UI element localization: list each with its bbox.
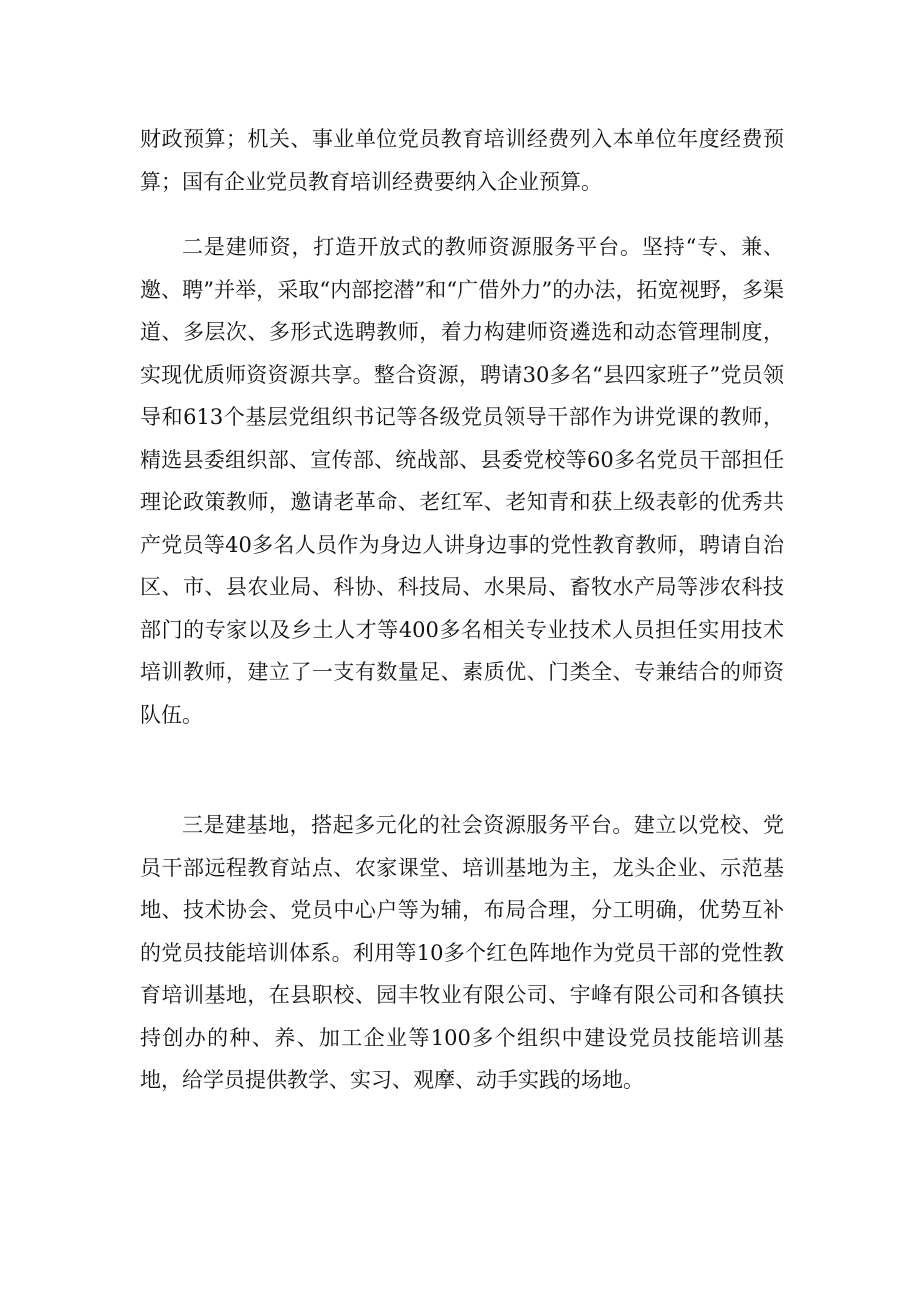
paragraph-budget-continuation: 财政预算；机关、事业单位党员教育培训经费列入本单位年度经费预算；国有企业党员教育培训经费要纳入企业预算。 [140,127,784,194]
paragraph-teacher-resources: 二是建师资，打造开放式的教师资源服务平台。坚持“专、兼、邀、聘”并举，采取“内部挖潜”和“广借外力”的办法，拓宽视野，多渠道、多层次、多形式选聘教师，着力构建师资遴选和动态管理制度，实现优质师资资源共享。整合资源，聘请30多名“县四家班子”党员领导和613个基层党组织书记等各级党员领导干部作为讲党课的教师，精选县委组织部、宣传部、统战部、县委党校等60多名党员干部担任理论政策教师，邀请老革命、老红军、老知青和获上级表彰的优秀共产党员等40多名人员作为身边人讲身边事的党性教育教师，聘请自治区、市、县农业局、科协、科技局、水果局、畜牧水产局等涉农科技部门的专家以及乡土人才等400多名相关专业技术人员担任实用技术培训教师，建立了一支有数量足、素质优、门类全、专兼结合的师资队伍。 [140,235,784,727]
paragraph-training-bases: 三是建基地，搭起多元化的社会资源服务平台。建立以党校、党员干部远程教育站点、农家课堂、培训基地为主，龙头企业、示范基地、技术协会、党员中心户等为辅，布局合理，分工明确，优势互补的党员技能培训体系。利用等10多个红色阵地作为党员干部的党性教育培训基地，在县职校、园丰牧业有限公司、宇峰有限公司和各镇扶持创办的种、养、加工企业等100多个组织中建设党员技能培训基地，给学员提供教学、实习、观摩、动手实践的场地。 [140,813,784,1092]
